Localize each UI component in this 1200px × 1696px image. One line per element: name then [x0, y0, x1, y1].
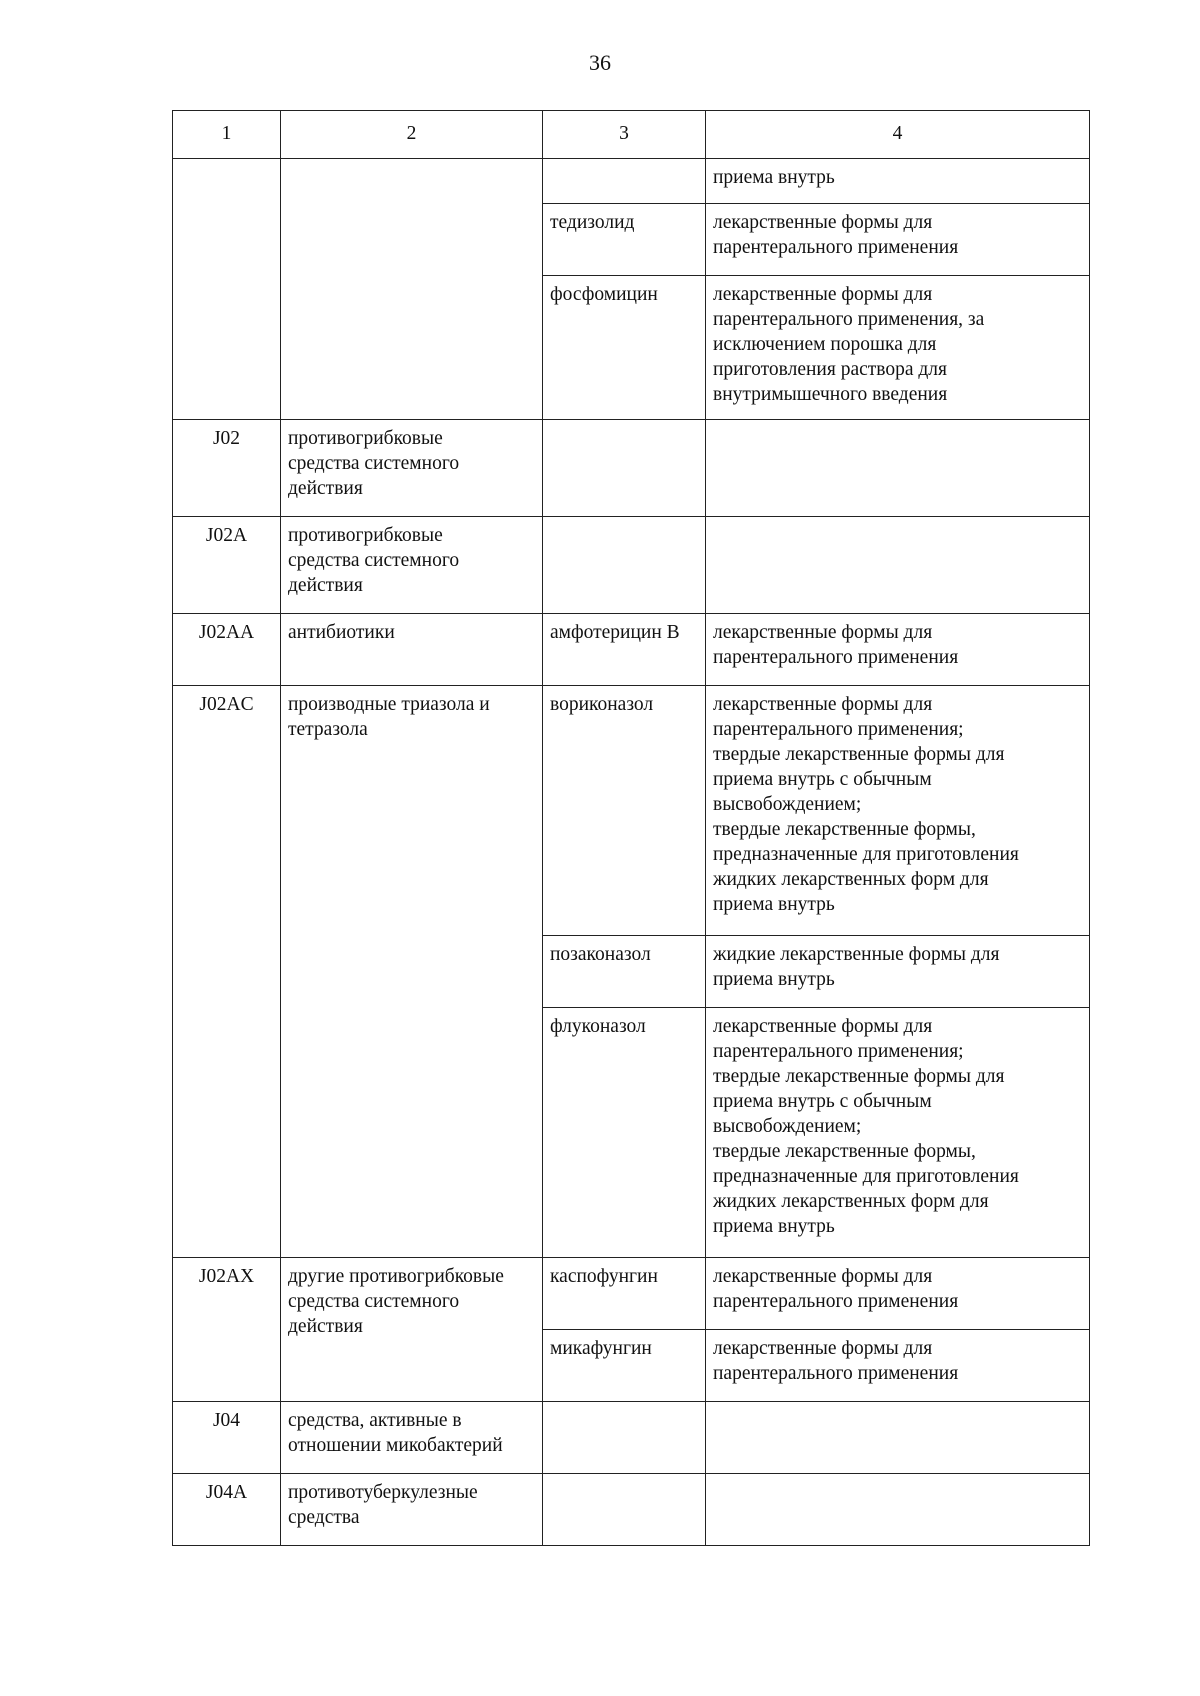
drug-cell: [543, 159, 706, 204]
form-line: высвобождением;: [713, 1116, 862, 1137]
table-row: [173, 517, 1090, 614]
drug-cell: флуконазол: [543, 1008, 706, 1258]
form-line: парентерального применения;: [713, 719, 964, 740]
form-cell: [706, 159, 1090, 204]
form-cell: [706, 1474, 1090, 1546]
table-row: [173, 614, 1090, 686]
form-line: парентерального применения: [713, 1363, 959, 1384]
form-cell: [706, 614, 1090, 686]
code-cell: J02A: [173, 517, 281, 614]
form-line: исключением порошка для: [713, 334, 937, 355]
form-line: твердые лекарственные формы для: [713, 1066, 1005, 1087]
form-line: приготовления раствора для: [713, 359, 947, 380]
column-header-4: 4: [706, 111, 1090, 159]
group-line: средства, активные в: [288, 1410, 462, 1431]
drug-cell: амфотерицин В: [543, 614, 706, 686]
form-line: приема внутрь: [713, 1216, 835, 1237]
table-row: [173, 1402, 1090, 1474]
group-line: средства системного: [288, 1291, 460, 1312]
group-cell: [281, 1258, 543, 1402]
group-cell: [281, 614, 543, 686]
form-cell: [706, 1330, 1090, 1402]
code-cell: J02AC: [173, 686, 281, 1258]
drug-cell: позаконазол: [543, 936, 706, 1008]
drug-cell: фосфомицин: [543, 276, 706, 420]
drug-cell: вориконазол: [543, 686, 706, 936]
drug-cell: [543, 1474, 706, 1546]
drug-cell: микафунгин: [543, 1330, 706, 1402]
form-line: приема внутрь: [713, 167, 835, 188]
group-line: средства системного: [288, 550, 460, 571]
form-line: лекарственные формы для: [713, 1266, 933, 1287]
table-row: [173, 420, 1090, 517]
form-line: парентерального применения, за: [713, 309, 985, 330]
column-header-2: 2: [281, 111, 543, 159]
group-line: другие противогрибковые: [288, 1266, 504, 1287]
form-line: парентерального применения: [713, 237, 959, 258]
form-line: твердые лекарственные формы,: [713, 819, 976, 840]
form-line: жидкие лекарственные формы для: [713, 944, 1000, 965]
group-cell: [281, 1474, 543, 1546]
form-line: лекарственные формы для: [713, 284, 933, 305]
table-row: [173, 159, 1090, 204]
code-cell: J02AA: [173, 614, 281, 686]
table-row: [173, 1474, 1090, 1546]
drug-cell: [543, 517, 706, 614]
drug-cell: [543, 420, 706, 517]
code-cell: [173, 159, 281, 420]
form-line: парентерального применения: [713, 1291, 959, 1312]
form-line: внутримышечного введения: [713, 384, 948, 405]
drug-cell: тедизолид: [543, 204, 706, 276]
group-cell: [281, 1402, 543, 1474]
form-line: твердые лекарственные формы,: [713, 1141, 976, 1162]
drug-cell: [543, 1402, 706, 1474]
form-line: лекарственные формы для: [713, 694, 933, 715]
group-line: средства системного: [288, 453, 460, 474]
group-line: антибиотики: [288, 622, 395, 643]
group-cell: [281, 517, 543, 614]
group-cell: [281, 686, 543, 1258]
code-cell: J04A: [173, 1474, 281, 1546]
form-cell: [706, 1402, 1090, 1474]
page-number: 36: [589, 50, 611, 75]
form-line: предназначенные для приготовления: [713, 844, 1019, 865]
form-cell: [706, 276, 1090, 420]
form-line: твердые лекарственные формы для: [713, 744, 1005, 765]
form-line: приема внутрь: [713, 969, 835, 990]
code-cell: J02AX: [173, 1258, 281, 1402]
drug-list-table: [172, 110, 1090, 1546]
code-cell: J02: [173, 420, 281, 517]
group-line: отношении микобактерий: [288, 1435, 503, 1456]
form-cell: [706, 204, 1090, 276]
form-cell: [706, 686, 1090, 936]
table-row: [173, 1258, 1090, 1330]
group-line: действия: [288, 575, 363, 596]
form-line: парентерального применения: [713, 647, 959, 668]
group-line: тетразола: [288, 719, 368, 740]
code-cell: J04: [173, 1402, 281, 1474]
form-line: парентерального применения;: [713, 1041, 964, 1062]
group-cell: [281, 159, 543, 420]
form-cell: [706, 936, 1090, 1008]
form-line: жидких лекарственных форм для: [713, 869, 989, 890]
group-cell: [281, 420, 543, 517]
group-line: противотуберкулезные: [288, 1482, 478, 1503]
form-cell: [706, 517, 1090, 614]
column-header-3: 3: [543, 111, 706, 159]
form-line: приема внутрь с обычным: [713, 769, 932, 790]
group-line: действия: [288, 478, 363, 499]
form-line: лекарственные формы для: [713, 1016, 933, 1037]
table-row: [173, 686, 1090, 936]
group-line: производные триазола и: [288, 694, 490, 715]
form-cell: [706, 1258, 1090, 1330]
group-line: средства: [288, 1507, 360, 1528]
table-header-row: [173, 111, 1090, 159]
column-header-1: 1: [173, 111, 281, 159]
group-line: действия: [288, 1316, 363, 1337]
form-line: лекарственные формы для: [713, 212, 933, 233]
form-line: предназначенные для приготовления: [713, 1166, 1019, 1187]
form-line: жидких лекарственных форм для: [713, 1191, 989, 1212]
form-line: лекарственные формы для: [713, 622, 933, 643]
group-line: противогрибковые: [288, 525, 443, 546]
form-cell: [706, 420, 1090, 517]
form-line: лекарственные формы для: [713, 1338, 933, 1359]
form-line: приема внутрь с обычным: [713, 1091, 932, 1112]
form-line: высвобождением;: [713, 794, 862, 815]
group-line: противогрибковые: [288, 428, 443, 449]
drug-cell: каспофунгин: [543, 1258, 706, 1330]
form-cell: [706, 1008, 1090, 1258]
form-line: приема внутрь: [713, 894, 835, 915]
